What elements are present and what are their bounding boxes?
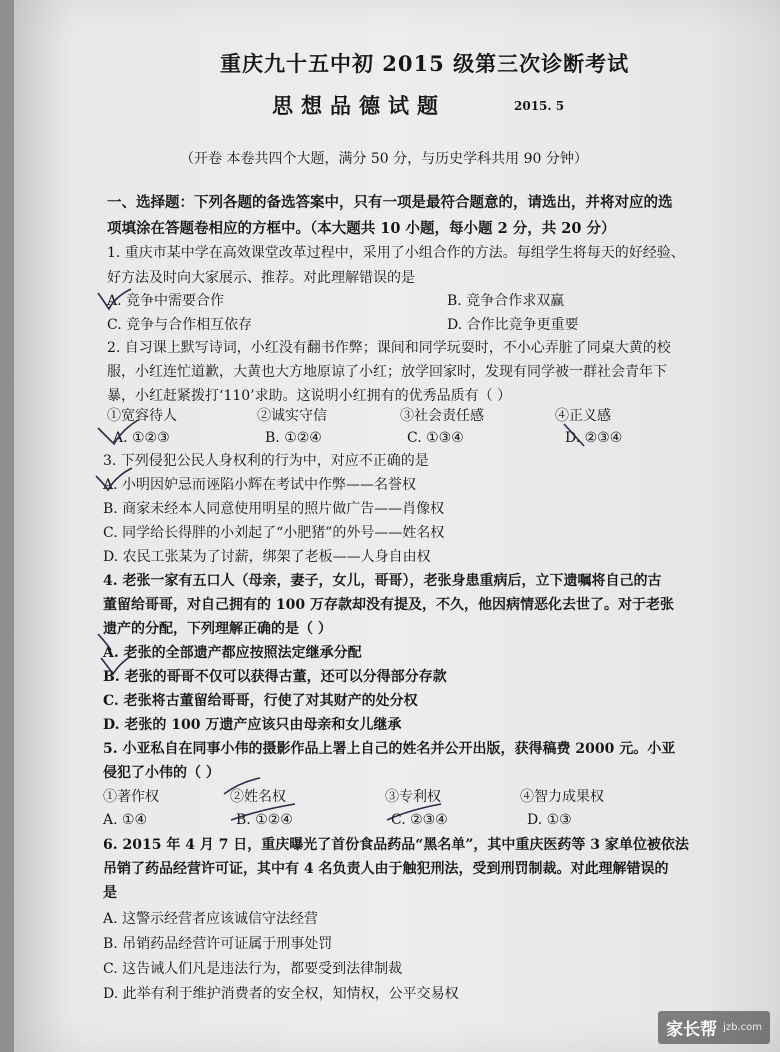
q2-item-3: ③社会责任感 (400, 408, 484, 424)
pen-slash-mark-q2d (560, 420, 590, 450)
q5-item-3: ③专利权 (385, 789, 441, 805)
q3-stem: 3. 下列侵犯公民人身权利的行为中，对应不正确的是 (103, 453, 429, 469)
q3-option-d: D. 农民工张某为了讨薪，绑架了老板——人身自由权 (103, 549, 431, 565)
q6-option-c: C. 这告诫人们凡是违法行为，都要受到法律制裁 (103, 961, 403, 977)
q1-option-a: A. 竞争中需要合作 (107, 293, 225, 309)
q4-option-d: D. 老张的 100 万遗产应该只由母亲和女儿继承 (103, 717, 402, 733)
q6-option-b: B. 吊销药品经营许可证属于刑事处罚 (103, 936, 333, 952)
q2-item-4: ④正义感 (555, 408, 611, 424)
q4-stem-line2: 董留给哥哥，对自己拥有的 100 万存款却没有提及，不久，他因病情恶化去世了。对于老张 (103, 597, 674, 613)
section-heading-line1: 一、选择题：下列各题的备选答案中，只有一项是最符合题意的，请选出，并将对应的选 (107, 194, 673, 211)
q5-stem-line2: 侵犯了小伟的（ ） (103, 765, 220, 781)
pen-check-mark-q2 (96, 418, 140, 448)
q2-stem-line3: 暴，小红赶紧拨打‘110’求助。这说明小红拥有的优秀品质有（ ） (107, 388, 512, 404)
q6-stem-line1: 6. 2015 年 4 月 7 日，重庆曝光了首份食品药品“黑名单”，其中重庆医药等 3 家单位被依法 (103, 837, 689, 853)
section-heading (107, 190, 717, 242)
pen-mark-q4 (95, 628, 135, 678)
q3-option-c: C. 同学给长得胖的小刘起了“小肥猪”的外号——姓名权 (103, 525, 445, 541)
q4-stem-line3: 遗产的分配，下列理解正确的是（ ） (103, 621, 332, 637)
exam-note: （开卷 本卷共四个大题，满分 50 分，与历史学科共用 90 分钟） (180, 151, 588, 167)
q1-stem-line2: 好方法及时向大家展示、推荐。对此理解错误的是 (107, 270, 415, 286)
q4-option-c: C. 老张将古董留给哥哥，行使了对其财产的处分权 (103, 693, 418, 709)
q5-option-b: B. ①②④ (236, 812, 293, 828)
q3-option-b: B. 商家未经本人同意使用明星的照片做广告——肖像权 (103, 501, 445, 517)
section-heading-line2: 项填涂在答题卷相应的方框中。（本大题共 10 小题，每小题 2 分，共 20 分） (107, 220, 616, 237)
q6-option-a: A. 这警示经营者应该诚信守法经营 (103, 911, 319, 927)
site-watermark (658, 1011, 770, 1044)
exam-subtitle: 思想品德试题 (272, 93, 446, 118)
q2-option-b: B. ①②④ (265, 430, 322, 446)
q1-stem-line1: 1. 重庆市某中学在高效课堂改革过程中，采用了小组合作的方法。每组学生将每天的好经验、 (107, 245, 685, 261)
q3-option-a: A. 小明因妒忌而诬陷小辉在考试中作弊——名誉权 (103, 477, 417, 493)
q6-stem-line2: 吊销了药品经营许可证，其中有 4 名负责人由于触犯刑法，受到刑罚制裁。对此理解错误的 (103, 861, 669, 877)
exam-title: 重庆九十五中初 2015 级第三次诊断考试 (220, 51, 630, 76)
q1-option-d: D. 合作比竞争更重要 (447, 317, 579, 333)
q2-option-d: D. ②③④ (565, 430, 623, 446)
q2-option-c: C. ①③④ (407, 430, 464, 446)
q5-item-4: ④智力成果权 (520, 789, 604, 805)
watermark-url: jzb.com (723, 1022, 762, 1033)
q5-stem-line1: 5. 小亚私自在同事小伟的摄影作品上署上自己的姓名并公开出版，获得稿费 2000 元。小亚 (103, 741, 676, 757)
q2-item-2: ②诚实守信 (257, 408, 327, 424)
pen-mark-q5-b (229, 800, 299, 826)
q1-option-b: B. 竞争合作求双赢 (447, 293, 565, 309)
q2-item-1: ①宽容待人 (107, 408, 177, 424)
q1-option-c: C. 竞争与合作相互依存 (107, 317, 253, 333)
q2-option-a: A. ①②③ (113, 430, 170, 446)
q4-option-a: A. 老张的全部遗产都应按照法定继承分配 (103, 645, 362, 661)
watermark-brand: 家长帮 (666, 1020, 718, 1040)
pen-check-mark-q3 (94, 464, 134, 494)
q6-stem-line3: 是 (103, 885, 117, 901)
q5-option-d: D. ①③ (527, 812, 572, 828)
q2-stem-line1: 2. 自习课上默写诗词，小红没有翻书作弊；课间和同学玩耍时，不小心弄脏了同桌大黄的校 (107, 340, 671, 356)
q4-stem-line1: 4. 老张一家有五口人（母亲，妻子，女儿，哥哥），老张身患重病后，立下遗嘱将自己的古 (103, 573, 662, 589)
q5-item-2: ②姓名权 (230, 789, 286, 805)
pen-mark-q5-item (222, 776, 262, 800)
q5-item-1: ①著作权 (103, 789, 159, 805)
q5-option-c: C. ②③④ (391, 812, 448, 828)
q6-option-d: D. 此举有利于维护消费者的安全权，知情权，公平交易权 (103, 986, 459, 1002)
pen-mark-q5-c (385, 800, 445, 826)
pen-check-mark-q1 (95, 285, 135, 315)
exam-date: 2015. 5 (514, 99, 565, 113)
q4-option-b: B. 老张的哥哥不仅可以获得古董，还可以分得部分存款 (103, 669, 447, 685)
q2-stem-line2: 服，小红连忙道歉，大黄也大方地原谅了小红；放学回家时，发现有同学被一群社会青年下 (107, 364, 667, 380)
q5-option-a: A. ①④ (103, 812, 148, 828)
